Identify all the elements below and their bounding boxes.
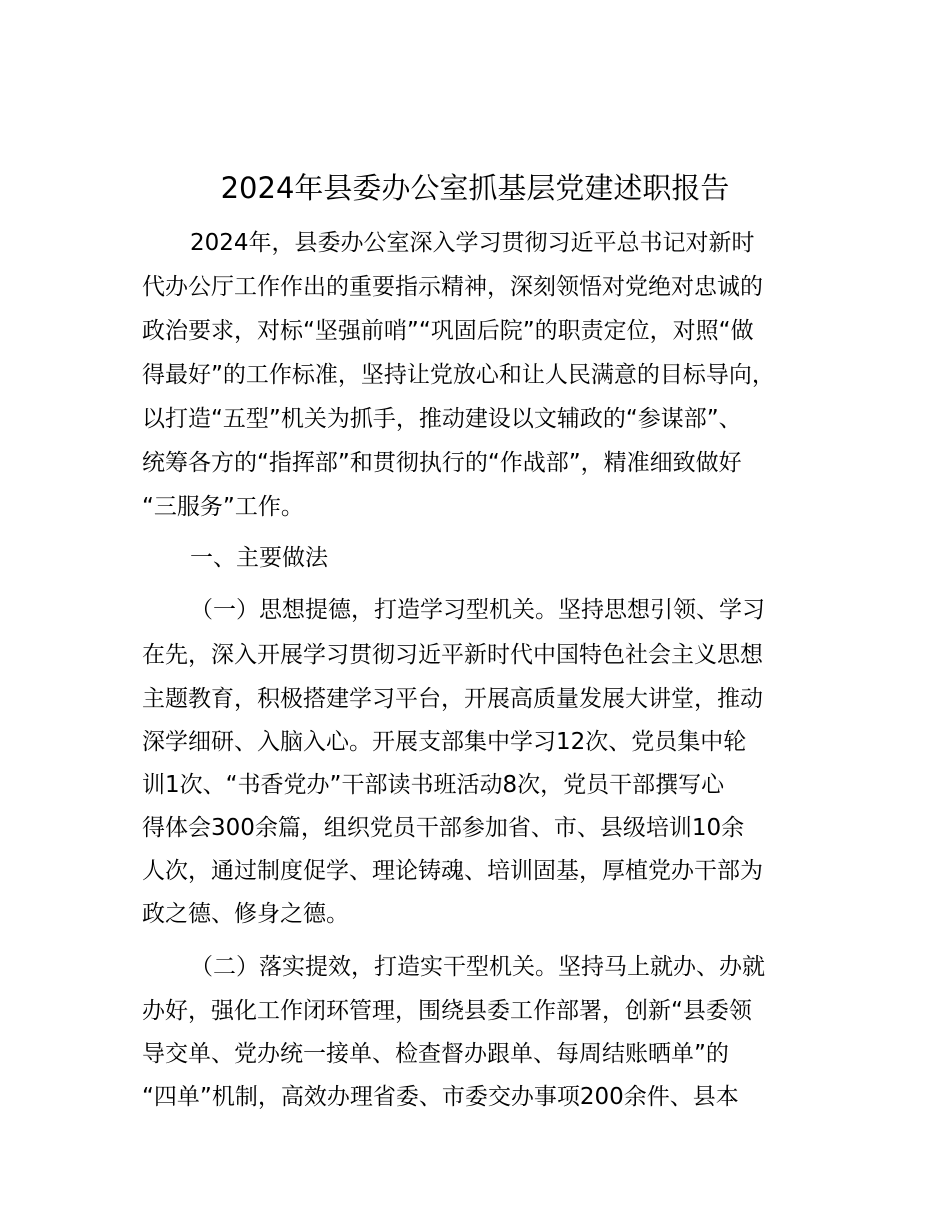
text-line: 政之德、修身之德。 <box>142 901 349 927</box>
text-line: 政治要求，对标“坚强前哨”“巩固后院”的职责定位，对照“做 <box>142 318 754 344</box>
text-line: “四单”机制，高效办理省委、市委交办事项200余件、县本 <box>142 1084 739 1110</box>
text-line: 2024年，县委办公室深入学习贯彻习近平总书记对新时 <box>190 230 755 256</box>
text-line: 主题教育，积极搭建学习平台，开展高质量发展大讲堂，推动 <box>142 686 763 712</box>
section-heading: 一、主要做法 <box>190 545 328 571</box>
text-line: 办好，强化工作闭环管理，围绕县委工作部署，创新“县委领 <box>142 998 752 1024</box>
text-line: 代办公厅工作作出的重要指示精神，深刻领悟对党绝对忠诚的 <box>142 274 763 300</box>
text-line: （一）思想提德，打造学习型机关。坚持思想引领、学习 <box>190 597 765 623</box>
text-line: 在先，深入开展学习贯彻习近平新时代中国特色社会主义思想 <box>142 642 763 668</box>
text-line: 统筹各方的“指挥部”和贯彻执行的“作战部”，精准细致做好 <box>142 450 742 476</box>
text-line: 得体会300余篇，组织党员干部参加省、市、县级培训10余 <box>142 815 745 841</box>
text-line: 深学细研、入脑入心。开展支部集中学习12次、党员集中轮 <box>142 729 747 755</box>
text-line: 以打造“五型”机关为抓手，推动建设以文辅政的“参谋部”、 <box>142 406 742 432</box>
text-line: 得最好”的工作标准，坚持让党放心和让人民满意的目标导向， <box>142 362 775 388</box>
document-title: 2024年县委办公室抓基层党建述职报告 <box>220 171 730 205</box>
text-line: 导交单、党办统一接单、检查督办跟单、每周结账晒单”的 <box>142 1041 729 1067</box>
text-line: “三服务”工作。 <box>142 494 304 520</box>
text-line: 训1次、“书香党办”干部读书班活动8次，党员干部撰写心 <box>142 772 725 798</box>
text-line: （二）落实提效，打造实干型机关。坚持马上就办、办就 <box>190 954 765 980</box>
text-line: 人次，通过制度促学、理论铸魂、培训固基，厚植党办干部为 <box>142 858 763 884</box>
